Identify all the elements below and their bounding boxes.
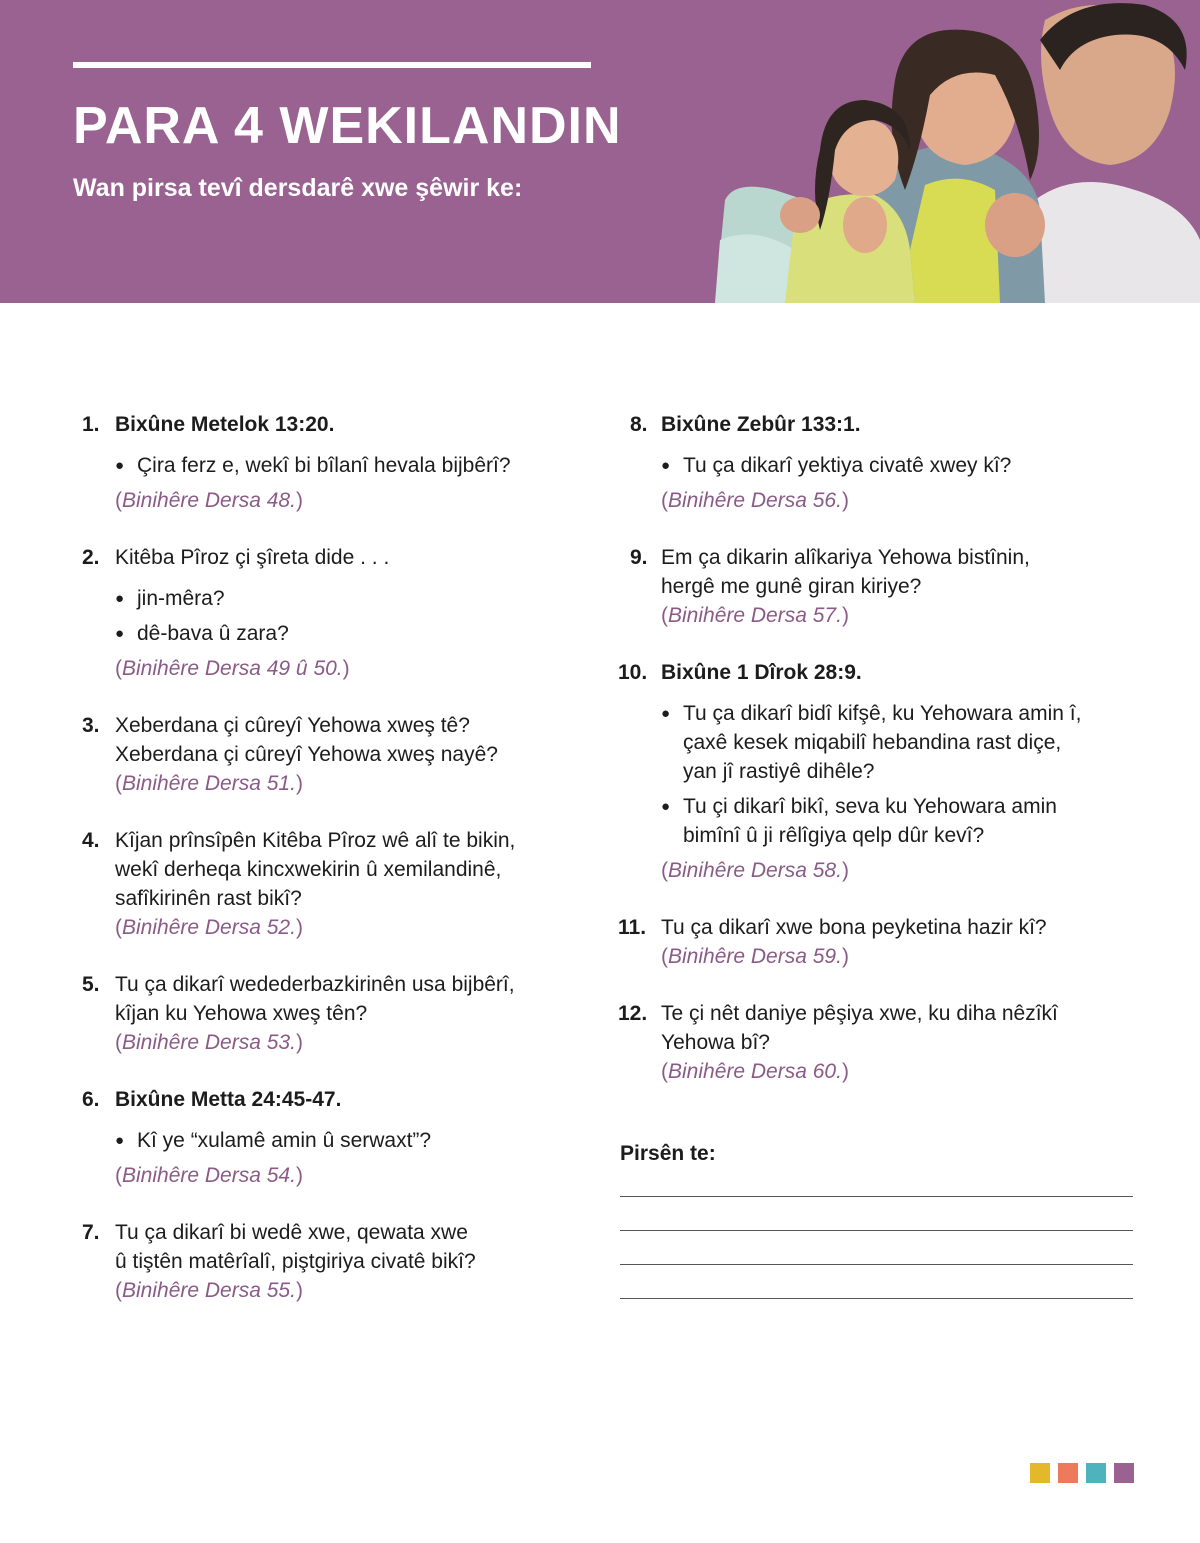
question-text-line: kîjan ku Yehowa xweş tên? (115, 1002, 368, 1025)
lesson-reference: (Binihêre Dersa 60.) (661, 1060, 849, 1083)
bullet-item: ● dê-bava û zara? (115, 619, 582, 648)
question-text-line: Te çi nêt daniye pêşiya xwe, ku diha nêzîkî (661, 1002, 1058, 1025)
lesson-reference: (Binihêre Dersa 54.) (115, 1164, 303, 1187)
notes-heading: Pirsên te: (620, 1142, 716, 1165)
page-title: PARA 4 WEKILANDIN (73, 97, 622, 155)
question-text: Kitêba Pîroz çi şîreta dide . . . (115, 546, 390, 569)
lesson-reference: (Binihêre Dersa 52.) (115, 916, 303, 939)
family-praying-illustration (715, 0, 1200, 303)
question-6 (82, 1085, 582, 1190)
question-text-line: safîkirinên rast bikî? (115, 887, 302, 910)
bullet-item: ● Tu ça dikarî bidî kifşê, ku Yehowara amin î, çaxê kesek miqabilî hebandina rast diçe, yan jî rastiyê dihêle? (661, 699, 1138, 786)
bullet-item: ● Tu çi dikarî bikî, seva ku Yehowara amin bimînî û ji rêlîgiya qelp dûr kevî? (661, 792, 1138, 850)
color-swatches (1030, 1463, 1134, 1483)
question-4 (82, 826, 582, 942)
question-text: Bixûne 1 Dîrok 28:9. (661, 661, 862, 684)
question-12 (618, 999, 1138, 1086)
lesson-reference: (Binihêre Dersa 56.) (661, 489, 849, 512)
question-number: 3. (82, 714, 100, 737)
questions-right-column (618, 410, 1138, 1114)
lesson-reference: (Binihêre Dersa 55.) (115, 1279, 303, 1302)
question-number: 2. (82, 546, 100, 569)
lesson-reference: (Binihêre Dersa 58.) (661, 859, 849, 882)
questions-left-column (82, 410, 582, 1333)
notes-line[interactable] (620, 1298, 1133, 1299)
question-text: Bixûne Zebûr 133:1. (661, 413, 861, 436)
question-text: Bixûne Metelok 13:20. (115, 413, 335, 436)
bullet-item: ● jin-mêra? (115, 584, 582, 613)
swatch-purple (1114, 1463, 1134, 1483)
swatch-orange (1058, 1463, 1078, 1483)
lesson-reference: (Binihêre Dersa 49 û 50.) (115, 657, 350, 680)
lesson-reference: (Binihêre Dersa 48.) (115, 489, 303, 512)
question-text-line: Xeberdana çi cûreyî Yehowa xweş tê? (115, 714, 470, 737)
question-text-line: Tu ça dikarî wedederbazkirinên usa bijbêrî, (115, 973, 515, 996)
question-text-line: hergê me gunê giran kiriye? (661, 575, 922, 598)
header-banner (0, 0, 1200, 303)
question-text-line: wekî derheqa kincxwekirin û xemilandinê, (115, 858, 502, 881)
question-8 (618, 410, 1138, 515)
bullet-item: ● Tu ça dikarî yektiya civatê xwey kî? (661, 451, 1138, 480)
question-text-line: Em ça dikarin alîkariya Yehowa bistînin, (661, 546, 1030, 569)
notes-line[interactable] (620, 1230, 1133, 1231)
question-number: 12. (618, 1002, 648, 1025)
question-number: 5. (82, 973, 100, 996)
question-9 (618, 543, 1138, 630)
page-subtitle: Wan pirsa tevî dersdarê xwe şêwir ke: (73, 174, 523, 202)
question-text-line: Xeberdana çi cûreyî Yehowa xweş nayê? (115, 743, 498, 766)
question-text-line: û tiştên matêrîalî, piştgiriya civatê bikî? (115, 1250, 476, 1273)
question-11 (618, 913, 1138, 971)
bullet-item: ● Kî ye “xulamê amin û serwaxt”? (115, 1126, 582, 1155)
lesson-reference: (Binihêre Dersa 59.) (661, 945, 849, 968)
lesson-reference: (Binihêre Dersa 51.) (115, 772, 303, 795)
question-1 (82, 410, 582, 515)
notes-line[interactable] (620, 1264, 1133, 1265)
question-number: 8. (630, 413, 648, 436)
question-text-line: Yehowa bî? (661, 1031, 770, 1054)
question-number: 1. (82, 413, 100, 436)
notes-line[interactable] (620, 1196, 1133, 1197)
question-5 (82, 970, 582, 1057)
question-number: 10. (618, 661, 648, 684)
question-number: 9. (630, 546, 648, 569)
question-7 (82, 1218, 582, 1305)
question-text-line: Tu ça dikarî bi wedê xwe, qewata xwe (115, 1221, 468, 1244)
question-text: Bixûne Metta 24:45-47. (115, 1088, 342, 1111)
question-number: 7. (82, 1221, 100, 1244)
header-rule (73, 62, 591, 68)
swatch-yellow (1030, 1463, 1050, 1483)
question-number: 4. (82, 829, 100, 852)
question-2 (82, 543, 582, 683)
bullet-item: ● Çira ferz e, wekî bi bîlanî hevala bijbêrî? (115, 451, 582, 480)
question-text-line: Kîjan prînsîpên Kitêba Pîroz wê alî te bikin, (115, 829, 516, 852)
question-number: 11. (618, 916, 647, 939)
question-10 (618, 658, 1138, 885)
lesson-reference: (Binihêre Dersa 53.) (115, 1031, 303, 1054)
question-text-line: Tu ça dikarî xwe bona peyketina hazir kî? (661, 916, 1047, 939)
lesson-reference: (Binihêre Dersa 57.) (661, 604, 849, 627)
question-3 (82, 711, 582, 798)
swatch-teal (1086, 1463, 1106, 1483)
question-number: 6. (82, 1088, 100, 1111)
